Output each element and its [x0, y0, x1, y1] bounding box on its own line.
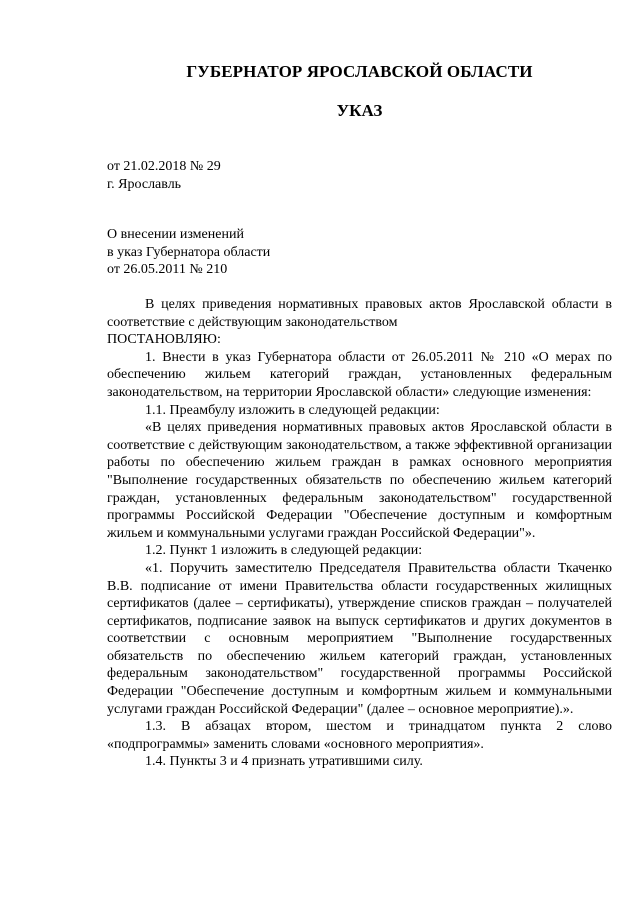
subject-line: в указ Губернатора области [107, 244, 271, 260]
intro-paragraph: В целях приведения нормативных правовых актов Ярославской области в соответствие с действующим законодательством [107, 297, 612, 330]
clause-1: 1. Внести в указ Губернатора области от 26.05.2011 № 210 «О мерах по обеспечению жильем категорий граждан, установленных федеральным законодательством, на территории Ярославской области» следующие изменения: [107, 349, 612, 400]
clause-1-1-text: «В целях приведения нормативных правовых актов Ярославской области в соответствие с действующим законодательством, а также эффективной организации работы по обеспечению жильем граждан в рамках основного мероприятия "Выполнение государственных обязательств по обеспечению жильем категорий граждан, установленных федеральным законодательством" государственной программы Российской Федерации "Обеспечение доступным и комфортным жильем и коммунальными услугами граждан Российской Федерации"». [107, 420, 612, 541]
document-date-number: от 21.02.2018 № 29 [107, 159, 221, 174]
clause-1-4: 1.4. Пункты 3 и 4 признать утратившими силу. [145, 754, 423, 770]
document-subject [107, 226, 270, 279]
document-body [107, 296, 612, 771]
subject-line: О внесении изменений [107, 227, 244, 242]
clause-1-2-text: «1. Поручить заместителю Председателя Правительства области Ткаченко В.В. подписание от имени Правительства области государственных жилищных сертификатов (далее – сертификаты), утверждение списков граждан – получателей сертификатов, подписание заявок на выпуск сертификатов и других документов в соответствии с основным мероприятием "Выполнение государственных обязательств по обеспечению жильем категорий граждан, установленных федеральным законодательством" государственной программы Российской Федерации "Обеспечение доступным и комфортным жильем и коммунальными услугами граждан Российской Федерации" (далее – основное мероприятие).». [107, 560, 612, 717]
document-type-heading: УКАЗ [336, 101, 383, 120]
document-meta [107, 158, 221, 193]
document-city: г. Ярославль [107, 176, 182, 192]
decree-word: ПОСТАНОВЛЯЮ: [107, 332, 221, 348]
clause-1-3: 1.3. В абзацах втором, шестом и тринадцатом пункта 2 слово «подпрограммы» заменить словами «основного мероприятия». [107, 719, 612, 752]
clause-1-1: 1.1. Преамбулу изложить в следующей редакции: [145, 402, 440, 418]
subject-line: от 26.05.2011 № 210 [107, 262, 228, 278]
document-issuer-title: ГУБЕРНАТОР ЯРОСЛАВСКОЙ ОБЛАСТИ [186, 62, 533, 81]
clause-1-2: 1.2. Пункт 1 изложить в следующей редакции: [145, 543, 423, 559]
